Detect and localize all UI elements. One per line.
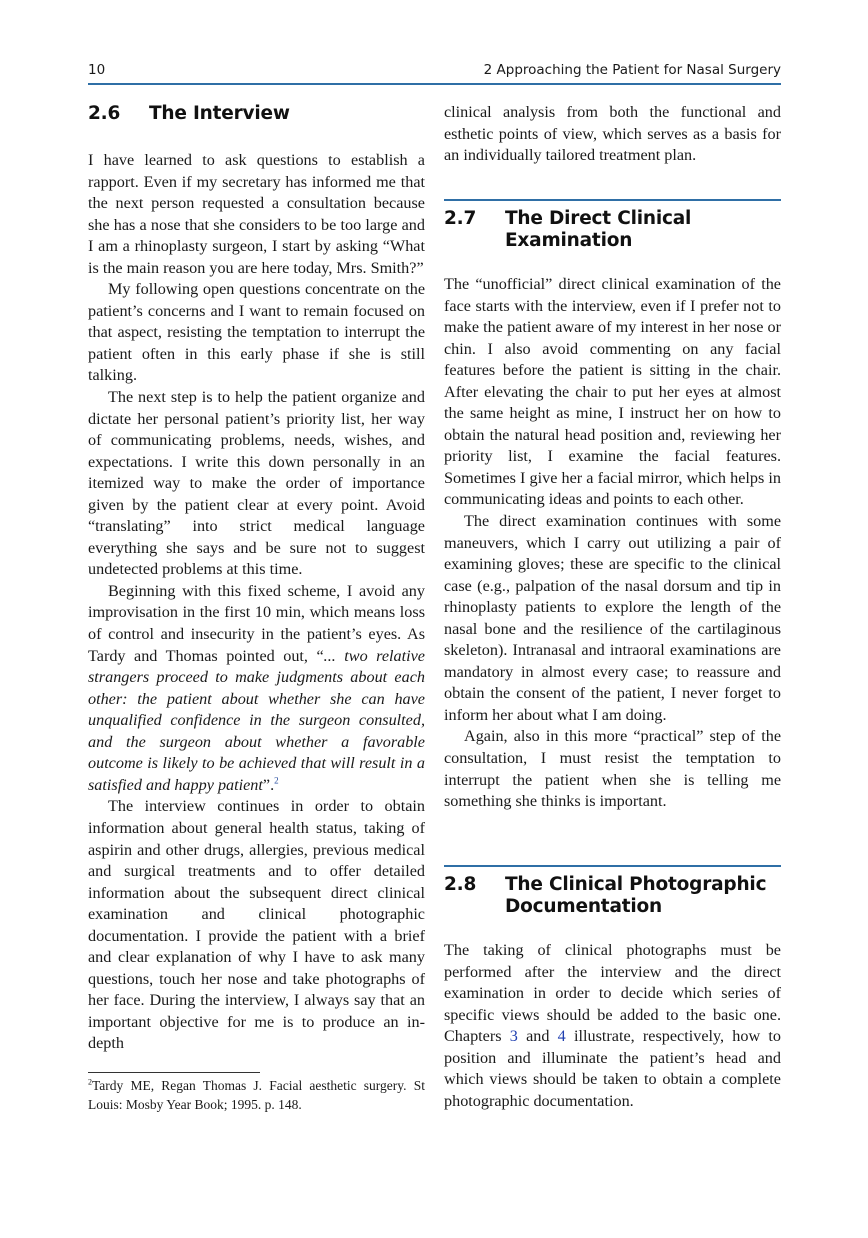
paragraph-text: and bbox=[517, 1027, 558, 1046]
paragraph: My following open questions concentrate on the patient’s concerns and I want to remain focused on that aspect, resisting the temptation to interrupt the patient often in this early phase if she is still talking. bbox=[88, 280, 425, 385]
quote-paragraph bbox=[88, 581, 425, 796]
paragraph: I have learned to ask questions to establish a rapport. Even if my secretary has informed me that the next person requested a consultation because she has a nose that she considers to be too large and I am a rhinoplasty surgeon, I start by asking “What is the main reason you are here today, Mrs. Smith?” bbox=[88, 151, 425, 277]
footnote-text: Tardy ME, Regan Thomas J. Facial aesthetic surgery. St Louis: Mosby Year Book; 1995. p. 148. bbox=[88, 1078, 425, 1112]
paragraph-text: illustrate, respectively, how to position and illuminate the patient’s head and which views should be taken to obtain a complete photographic documentation. bbox=[444, 1027, 781, 1110]
quote-tail: ”. bbox=[262, 775, 275, 794]
left-column bbox=[88, 150, 425, 1055]
page-number: 10 bbox=[88, 62, 106, 78]
section-heading-2-8 bbox=[444, 874, 781, 920]
section-title: The Interview bbox=[149, 103, 290, 124]
paragraph: clinical analysis from both the functional and esthetic points of view, which serves as a basis for an individually tailored treatment plan. bbox=[444, 103, 781, 165]
header-rule bbox=[88, 83, 781, 85]
chapter-3-link[interactable]: 3 bbox=[509, 1027, 518, 1046]
section-number: 2.8 bbox=[444, 874, 477, 895]
paragraph: The next step is to help the patient organize and dictate her personal patient’s priority list, her way of communicating problems, needs, wishes, and expectations. I write this down personally in an itemized way to make the order of importance given by the patient clear at every point. Avoid “translating” into strict medical language everything she says and be sure not to suggest undetected problems at this time. bbox=[88, 388, 425, 579]
footnote-rule bbox=[88, 1072, 260, 1073]
section-title: The Direct Clinical Examination bbox=[505, 208, 692, 251]
running-head bbox=[88, 59, 781, 81]
paragraph bbox=[444, 940, 781, 1112]
footnote bbox=[88, 1076, 425, 1114]
footnote-marker: 2 bbox=[88, 1077, 92, 1087]
section-number: 2.6 bbox=[88, 103, 121, 124]
section-2-8-body bbox=[444, 940, 781, 1112]
section-rule bbox=[444, 199, 781, 201]
paragraph: The interview continues in order to obtain information about general health status, taking of aspirin and other drugs, allergies, previous medical and surgical treatments and to offer detailed information about the subsequent direct clinical examination and clinical photographic documentation. I provide the patient with a brief and clear explanation of why I have to ask many questions, touch her nose and take photographs of her face. During the interview, I always say that an important objective for me is to produce an in-depth bbox=[88, 797, 425, 1053]
paragraph: Again, also in this more “practical” step of the consultation, I must resist the temptation to interrupt the patient when she is telling me something she thinks is important. bbox=[444, 727, 781, 811]
section-heading-2-6 bbox=[88, 103, 425, 127]
paragraph: The direct examination continues with some maneuvers, which I carry out utilizing a pair of examining gloves; these are specific to the clinical case (e.g., palpation of the nasal dorsum and tip in rhinoplasty patients to explore the length of the nasal bone and the resilience of the cartilaginous skeleton). Intranasal and intraoral examinations are mandatory in almost every case; to reassure and obtain the consent of the patient, I never forget to inform her about what I am doing. bbox=[444, 512, 781, 724]
quote-lead: Beginning with this fixed scheme, I avoid any improvisation in the first 10 min, which means loss of control and insecurity in the patient’s eyes. As Tardy and Thomas pointed out, “ bbox=[88, 581, 425, 665]
footnote-ref[interactable]: 2 bbox=[274, 775, 279, 786]
quote-italic: ... two relative strangers proceed to make judgments about each other: the patient about whether she can have unqualified confidence in the surgeon consulted, and the surgeon about whether a favorable outcome is likely to be achieved that will result in a satisfied and happy patient bbox=[88, 646, 425, 794]
section-heading-2-7 bbox=[444, 208, 781, 254]
section-rule bbox=[444, 865, 781, 867]
section-2-7-body bbox=[444, 274, 781, 813]
section-title: The Clinical Photographic Documentation bbox=[505, 874, 767, 917]
section-number: 2.7 bbox=[444, 208, 477, 229]
paragraph: The “unofficial” direct clinical examination of the face starts with the interview, even if I prefer not to make the patient aware of my interest in her nose or chin. I also avoid commenting on any facial features before the patient is sitting in the chair. After elevating the chair to put her eyes at almost the same height as mine, I instruct her on how to obtain the natural head position and, reviewing her priority list, I examine the facial features. Sometimes I give her a facial mirror, which helps in communicating ideas and points to each other. bbox=[444, 275, 781, 509]
chapter-running-title: 2 Approaching the Patient for Nasal Surgery bbox=[483, 62, 781, 78]
chapter-4-link[interactable]: 4 bbox=[557, 1027, 566, 1046]
paragraph-text: The taking of clinical photographs must be performed after the interview and the direct examination in order to decide which series of specific views should be added to the basic one. Chapters bbox=[444, 941, 781, 1046]
right-column-continuation bbox=[444, 102, 781, 167]
